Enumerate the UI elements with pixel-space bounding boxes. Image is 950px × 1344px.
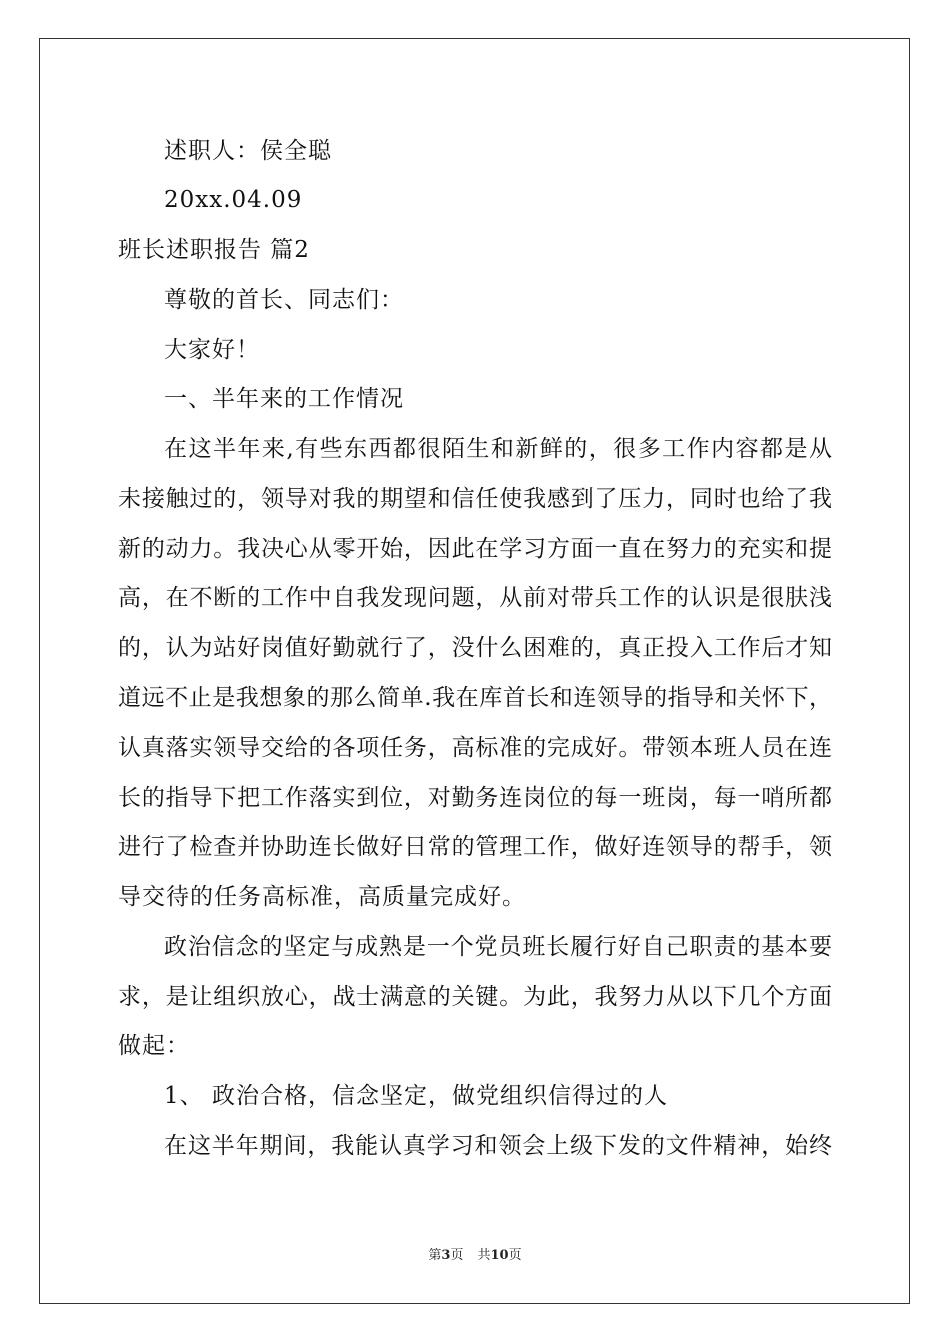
current-page-number: 3: [441, 1248, 451, 1263]
paragraph-line: 在这半年期间，我能认真学习和领会上级下发的文件精神，始终: [164, 1133, 832, 1159]
paragraph-line: 做起：: [118, 1033, 190, 1059]
paragraph-line: 认真落实领导交给的各项任务，高标准的完成好。带领本班人员在连: [118, 735, 832, 761]
paragraph-line: 进行了检查并协助连长做好日常的管理工作，做好连领导的帮手，领: [118, 834, 832, 860]
paragraph-line: 长的指导下把工作落实到位，对勤务连岗位的每一班岗，每一哨所都: [118, 785, 832, 811]
total-pages-number: 10: [490, 1248, 509, 1263]
paragraph-line: 高，在不断的工作中自我发现问题，从前对带兵工作的认识是很肤浅: [118, 585, 832, 611]
footer-page-label: 页: [450, 1248, 464, 1263]
paragraph-line: 未接触过的，领导对我的期望和信任使我感到了压力，同时也给了我: [118, 486, 832, 512]
footer-suffix: 页: [508, 1248, 522, 1263]
section-title: 班长述职报告 篇2: [118, 237, 310, 263]
greeting-line: 尊敬的首长、同志们：: [164, 287, 404, 313]
page-footer: [0, 1247, 950, 1265]
page-frame: [39, 38, 910, 1304]
greeting-line: 大家好！: [164, 337, 260, 363]
paragraph-line: 新的动力。我决心从零开始，因此在学习方面一直在努力的充实和提: [118, 536, 832, 562]
paragraph-line: 政治信念的坚定与成熟是一个党员班长履行好自己职责的基本要: [164, 934, 832, 960]
footer-total-prefix: 共: [477, 1248, 491, 1263]
reporter-line: 述职人：侯全聪: [164, 138, 332, 164]
paragraph-line: 求，是让组织放心，战士满意的关键。为此，我努力从以下几个方面: [118, 984, 832, 1010]
paragraph-line: 在这半年来,有些东西都很陌生和新鲜的，很多工作内容都是从: [164, 436, 832, 462]
heading-line: 1、 政治合格，信念坚定，做党组织信得过的人: [164, 1083, 668, 1109]
paragraph-line: 导交待的任务高标准，高质量完成好。: [118, 884, 526, 910]
paragraph-line: 道远不止是我想象的那么简单.我在库首长和连领导的指导和关怀下，: [118, 685, 832, 711]
footer-prefix: 第: [428, 1248, 442, 1263]
date-line: 20xx.04.09: [164, 187, 303, 213]
heading-line: 一、半年来的工作情况: [164, 386, 404, 412]
paragraph-line: 的，认为站好岗值好勤就行了，没什么困难的，真正投入工作后才知: [118, 635, 832, 661]
